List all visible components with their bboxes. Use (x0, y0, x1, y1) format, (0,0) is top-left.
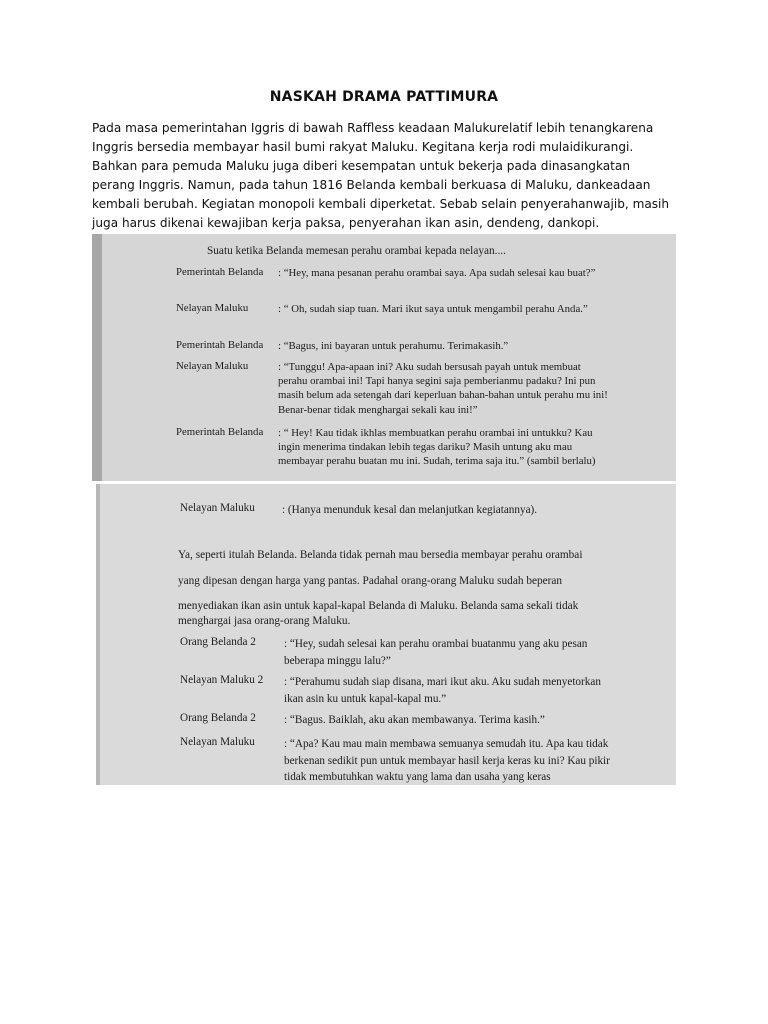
dialogue-line: : “ Hey! Kau tidak ikhlas membuatkan perahu orambai ini untukku? Kau ingin menerima tindakan lebih tegas dariku? Masih untung aku mau membayar perahu buatan mu ini. Sudah, terima saja itu.” (sambil berlalu) (278, 427, 596, 468)
stage-direction: Suatu ketika Belanda memesan perahu orambai kepada nelayan.... (207, 245, 506, 257)
dialogue-speaker: Nelayan Maluku (180, 736, 255, 748)
dialogue-speaker: Orang Belanda 2 (180, 712, 256, 724)
script-scan-2 (96, 484, 676, 785)
dialogue-line: : “Apa? Kau mau main membawa semuanya semudah itu. Apa kau tidak berkenan sedikit pun untuk membayar hasil kerja keras ku ini? Kau pikir tidak membutuhkan waktu yang lama dan usaha yang keras (284, 738, 610, 783)
dialogue-speaker: Pemerintah Belanda (176, 339, 264, 351)
dialogue-line: : “Bagus. Baiklah, aku akan membawanya. Terima kasih.” (284, 714, 545, 726)
narration-paragraph (178, 543, 618, 629)
dialogue-speaker: Orang Belanda 2 (180, 636, 256, 648)
dialogue-line: : “Hey, sudah selesai kan perahu orambai buatanmu yang aku pesan beberapa minggu lalu?” (284, 638, 588, 667)
narration-line: menyediakan ikan asin untuk kapal-kapal Belanda di Maluku. Belanda sama sekali tidak (178, 600, 579, 612)
intro-paragraph: Pada masa pemerintahan Iggris di bawah Raffless keadaan Malukurelatif lebih tenangkarena Inggris bersedia membayar hasil bumi rakyat Maluku. Kegitana kerja rodi mulaidikurangi. Bahkan para pemuda Maluku juga diberi kesempatan untuk bekerja pada dinasangkatan perang Inggris. Namun, pada tahun 1816 Belanda kembali berkuasa di Maluku, dankeadaan kembali berubah. Kegiatan monopoli kembali diperketat. Sebab selain penyerahanwajib, masih juga harus dikenai kewajiban kerja paksa, penyerahan ikan asin, dendeng, dankopi. (92, 121, 670, 230)
dialogue-speaker: Pemerintah Belanda (176, 266, 264, 278)
dialogue-speaker: Nelayan Maluku 2 (180, 674, 264, 686)
dialogue-line: : “Tunggu! Apa-apaan ini? Aku sudah bersusah payah untuk membuat perahu orambai ini! Tapi hanya segini saja pemberianmu padaku? Ini pun masih belum ada setengah dari keperluan bahan-bahan untuk perahu mu ini! Benar-benar tidak menghargai sekali kau ini!” (278, 361, 608, 416)
narration-line: yang dipesan dengan harga yang pantas. Padahal orang-orang Maluku sudah beperan (178, 574, 563, 587)
dialogue-line: : “ Oh, sudah siap tuan. Mari ikut saya untuk mengambil perahu Anda.” (278, 303, 588, 315)
dialogue-speaker: Pemerintah Belanda (176, 426, 264, 438)
dialogue-line: : “Perahumu sudah siap disana, mari ikut aku. Aku sudah menyetorkan ikan asin ku untuk kapal-kapal mu.” (284, 676, 601, 705)
dialogue-speaker: Nelayan Maluku (176, 360, 249, 372)
dialogue-speaker: Nelayan Maluku (180, 502, 255, 514)
dialogue-line: : “Hey, mana pesanan perahu orambai saya. Apa sudah selesai kau buat?” (278, 267, 596, 279)
document-title: NASKAH DRAMA PATTIMURA (269, 89, 499, 105)
narration-line: menghargai jasa orang-orang Maluku. (178, 615, 351, 627)
dialogue-line: : “Bagus, ini bayaran untuk perahumu. Terimakasih.” (278, 340, 509, 352)
narration-line: Ya, seperti itulah Belanda. Belanda tidak pernah mau bersedia membayar perahu orambai (178, 549, 583, 561)
scan-edge-shadow (92, 234, 102, 481)
scan-edge-shadow (96, 484, 100, 785)
dialogue-line: : (Hanya menunduk kesal dan melanjutkan kegiatannya). (282, 504, 538, 516)
script-scan-1 (92, 234, 676, 481)
dialogue-speaker: Nelayan Maluku (176, 302, 249, 314)
